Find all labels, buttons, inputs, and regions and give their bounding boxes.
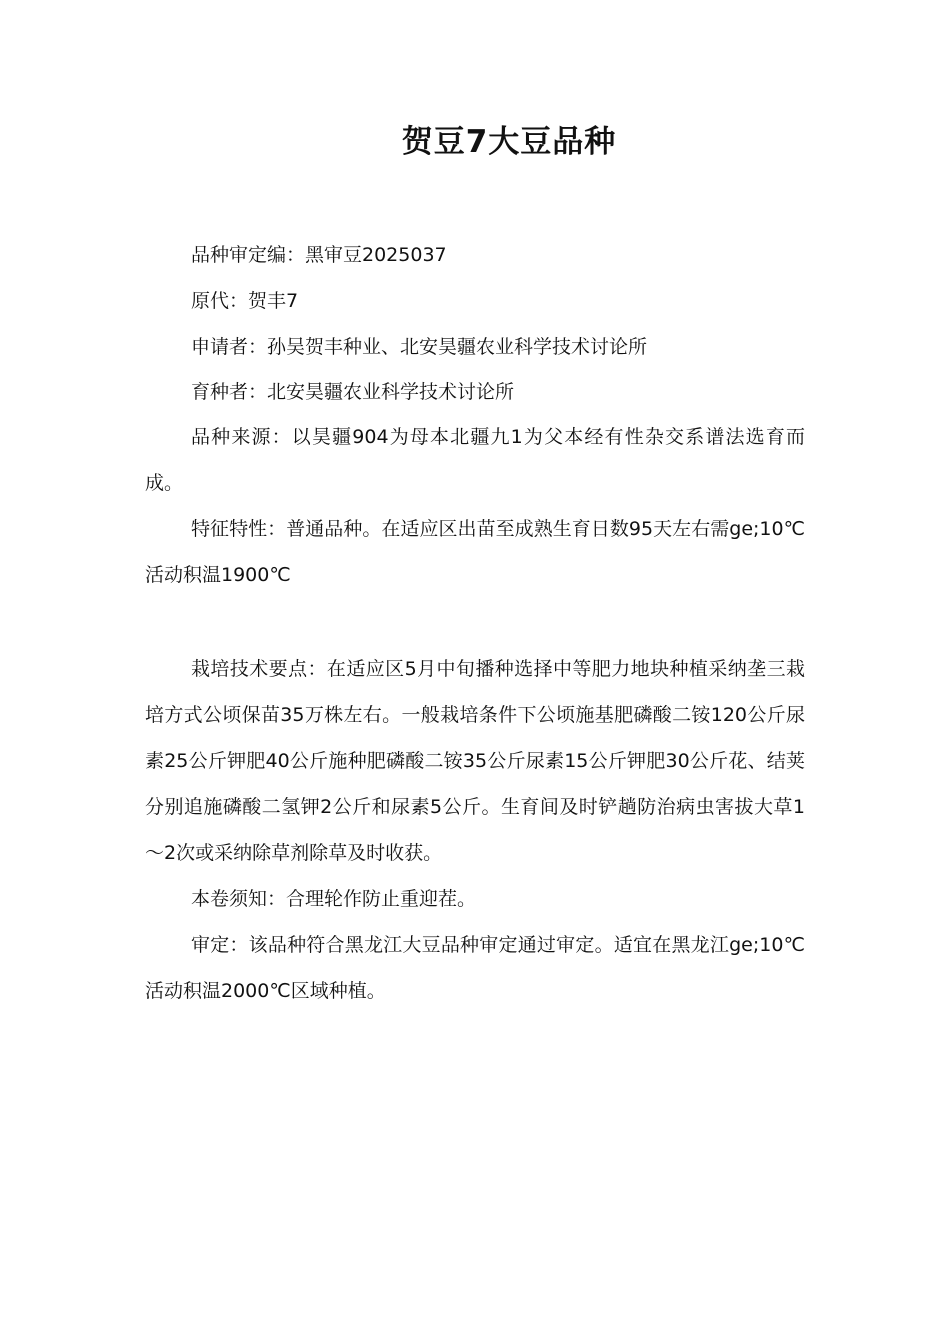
- document-title: 贺豆7大豆品种: [401, 124, 617, 160]
- applicant-paragraph: 申请者：孙吴贺丰种业、北安昊疆农业科学技术讨论所: [191, 336, 648, 358]
- characteristics-paragraph: 特征特性：普通品种。在适应区出苗至成熟生育日数95天左右需ge;10℃活动积温1900℃: [145, 518, 805, 586]
- document-body: [145, 232, 805, 1014]
- breeder-paragraph: 育种者：北安昊疆农业科学技术讨论所: [191, 381, 515, 403]
- approval-number-paragraph: 品种审定编：黑审豆2025037: [191, 244, 447, 266]
- cultivation-paragraph: 栽培技术要点：在适应区5月中旬播种选择中等肥力地块种植采纳垄三栽培方式公顷保苗35万株左右。一般栽培条件下公顷施基肥磷酸二铵120公斤尿素25公斤钾肥40公斤施种肥磷酸二铵35公斤尿素15公斤钾肥30公斤花、结荚分别追施磷酸二氢钾2公斤和尿素5公斤。生育间及时铲趟防治病虫害拔大草1～2次或采纳除草剂除草及时收获。: [145, 658, 805, 864]
- original-name-paragraph: 原代：贺丰7: [191, 290, 299, 312]
- notice-paragraph: 本卷须知：合理轮作防止重迎茬。: [191, 888, 477, 910]
- approval-paragraph: 审定：该品种符合黑龙江大豆品种审定通过审定。适宜在黑龙江ge;10℃活动积温2000℃区域种植。: [145, 934, 805, 1002]
- source-paragraph: 品种来源：以昊疆904为母本北疆九1为父本经有性杂交系谱法选育而成。: [145, 426, 805, 494]
- paragraph-spacer: [145, 598, 805, 646]
